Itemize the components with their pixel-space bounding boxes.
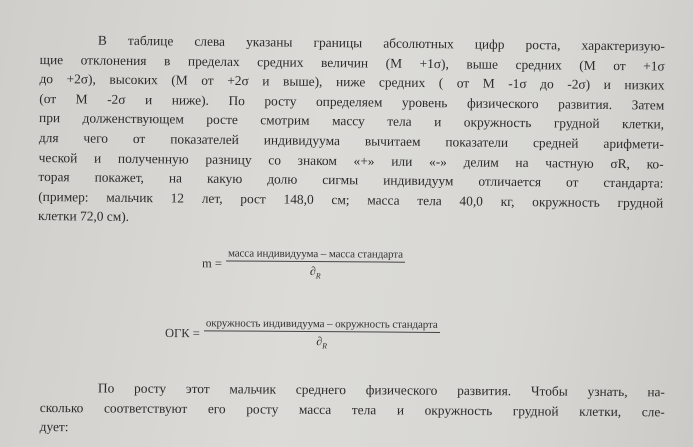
text-line: при долженствующем росте смотрим массу тела и окружность грудной клетки, xyxy=(39,110,665,132)
text-line: щие отклонения в пределах средних величин (М +1σ), выше средних (М от +1σ xyxy=(39,51,665,74)
formula-numerator: масса индивидуума – масса стандарта xyxy=(226,247,405,262)
formula-lhs: ОГК = xyxy=(164,325,200,340)
text-line: ческой и полученную разницу со знаком «+» или «-» делим на частную σR, ко- xyxy=(38,149,664,172)
formula-denominator: $\partial_R$ xyxy=(309,264,321,281)
formula-numerator: окружность индивидуума – окружность стандарта xyxy=(204,317,440,333)
formula-lhs: m = xyxy=(201,255,222,271)
text-line: В таблице слева указаны границы абсолютных цифр роста, характеризую- xyxy=(97,32,665,54)
text-line: сколько соответствуют его росту масса тела и окружность грудной клетки, сле- xyxy=(39,399,665,419)
text-line: торая покажет, на какую долю сигмы индивидуум отличается от стандарта: xyxy=(38,169,664,191)
formula-fraction xyxy=(226,247,405,281)
formula-fraction xyxy=(204,317,440,351)
text-line: клетки 72,0 см). xyxy=(37,208,130,225)
formula-body-mass xyxy=(202,247,405,281)
text-line: дует: xyxy=(39,419,69,435)
text-line: По росту этот мальчик среднего физического развития. Чтобы узнать, на- xyxy=(97,380,665,400)
paragraph-explanation xyxy=(38,30,665,232)
formula-denominator: $\partial_R$ xyxy=(316,334,328,351)
text-line: (пример: мальчик 12 лет, рост 148,0 см; масса тела 40,0 кг, окружность грудной xyxy=(38,188,664,211)
paragraph-conclusion xyxy=(40,378,665,441)
formula-chest-circumference xyxy=(165,317,440,351)
text-line: для чего от показателей индивидуума вычитаем показатели средней арифмети- xyxy=(38,129,664,152)
text-line: до +2σ), высоких (М от +2σ и выше), ниже средних ( от М -1σ до -2σ) и низких xyxy=(39,71,665,93)
text-line: (от М -2σ и ниже). По росту определяем уровень физического развития. Затем xyxy=(39,90,665,113)
